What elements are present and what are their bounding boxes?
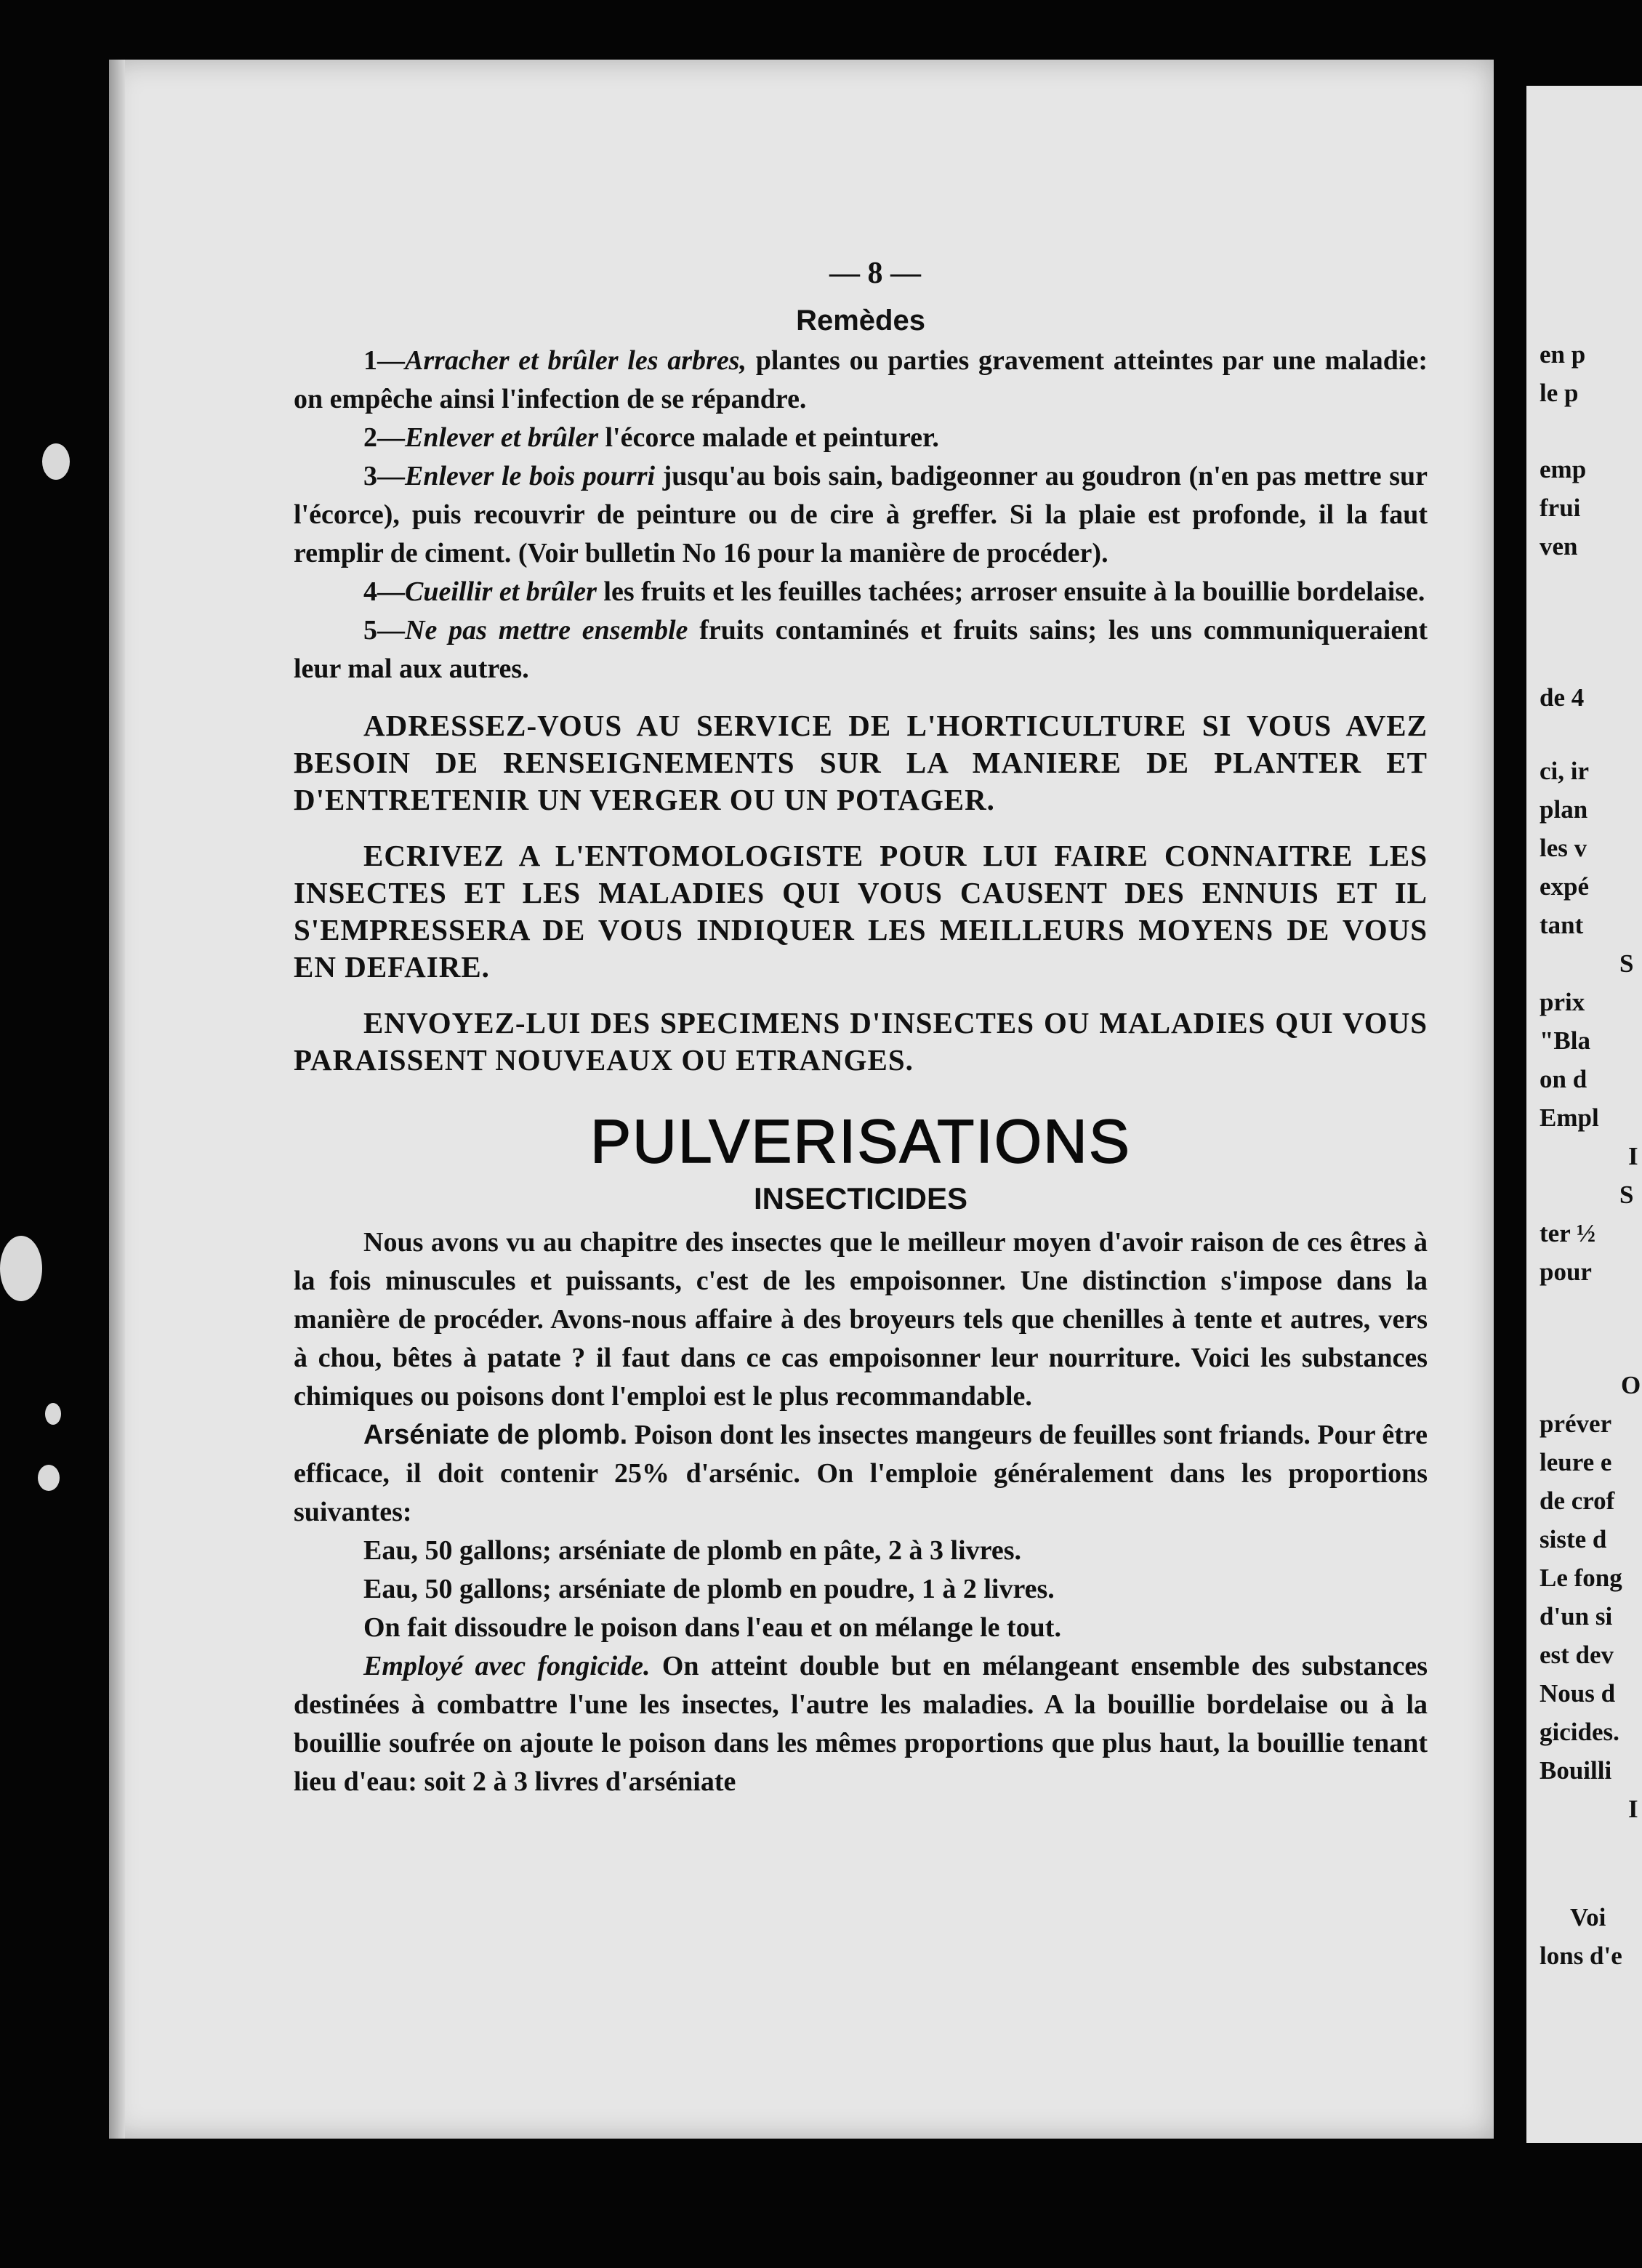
fongicide-paragraph	[294, 1647, 1428, 1801]
fragment-text: le p	[1540, 379, 1579, 407]
fragment-text: siste d	[1540, 1525, 1607, 1553]
remedy-action: Enlever le bois pourri	[405, 461, 656, 491]
fragment-text: en p	[1540, 340, 1586, 369]
remedy-item	[294, 457, 1428, 573]
page-number: — 8 —	[829, 257, 921, 290]
fragment-text: ven	[1540, 532, 1578, 560]
fragment-text: frui	[1540, 494, 1581, 522]
page-content	[294, 254, 1428, 1801]
fongicide-text: On atteint double but en mélangeant ensemble des substances destinées à combattre l'une les insectes, l'autre les maladies. A la bouillie bordelaise ou à la bouillie soufrée on ajoute le poison dans les mêmes proportions que plus haut, la bouillie tenant lieu d'eau: soit 2 à 3 livres d'arséniate	[294, 1651, 1428, 1797]
remedy-item	[294, 573, 1428, 611]
fragment-text: de 4	[1540, 683, 1585, 712]
remedy-number: 3—	[363, 461, 405, 491]
remedy-text: jusqu'au bois sain, badigeonner au goudron (n'en pas mettre sur l'écorce), puis recouvrir de peinture ou de cire à greffer. Si la plaie est profonde, il la faut remplir de ciment. (Voir bulletin No 16 pour la manière de procéder).	[294, 461, 1428, 568]
remedy-text: les fruits et les feuilles tachées; arroser ensuite à la bouillie bordelaise.	[596, 576, 1425, 607]
arseniate-lead: Arséniate de plomb.	[363, 1420, 628, 1450]
remedy-action: Ne pas mettre ensemble	[405, 615, 688, 646]
fragment-text: expé	[1540, 872, 1590, 901]
fragment-text: S	[1619, 1181, 1634, 1209]
remedy-number: 5—	[363, 615, 405, 646]
fragment-text: Empl	[1540, 1103, 1599, 1132]
scan-speck	[45, 1403, 61, 1425]
remedy-item	[294, 611, 1428, 688]
arseniate-paragraph	[294, 1416, 1428, 1532]
remedy-action: Arracher et brûler les arbres,	[405, 345, 746, 376]
fragment-text: on d	[1540, 1065, 1587, 1093]
fragment-text: I	[1628, 1795, 1638, 1823]
scan-speck	[42, 443, 70, 480]
fragment-text: d'un si	[1540, 1602, 1613, 1630]
remedy-item	[294, 342, 1428, 419]
fragment-text: S	[1619, 949, 1634, 978]
scan-speck	[38, 1465, 60, 1491]
fragment-text: O	[1621, 1371, 1641, 1399]
fragment-text: de crof	[1540, 1487, 1615, 1515]
formula-line: Eau, 50 gallons; arséniate de plomb en pâte, 2 à 3 livres.	[363, 1535, 1021, 1566]
fragment-text: pour	[1540, 1258, 1592, 1286]
fragment-text: emp	[1540, 455, 1587, 483]
adjacent-page-fragment	[1526, 86, 1642, 2143]
notice-horticulture: ADRESSEZ-VOUS AU SERVICE DE L'HORTICULTURE SI VOUS AVEZ BESOIN DE RENSEIGNEMENTS SUR LA MANIERE DE PLANTER ET D'ENTRETENIR UN VERGER OU UN POTAGER.	[294, 709, 1428, 816]
scan-speck	[0, 1236, 42, 1301]
arseniate-text: Poison dont les insectes mangeurs de feuilles sont friands. Pour être efficace, il doit contenir 25% d'arsénic. On l'emploie généralement dans les proportions suivantes:	[294, 1420, 1428, 1527]
remedy-number: 4—	[363, 576, 405, 607]
fragment-text: prix	[1540, 988, 1585, 1016]
formula-line: Eau, 50 gallons; arséniate de plomb en poudre, 1 à 2 livres.	[363, 1574, 1055, 1604]
notice-entomologist: ECRIVEZ A L'ENTOMOLOGISTE POUR LUI FAIRE CONNAITRE LES INSECTES ET LES MALADIES QUI VOUS CAUSENT DES ENNUIS ET IL S'EMPRESSERA DE VOUS INDIQUER LES MEILLEURS MOYENS DE VOUS EN DEFAIRE.	[294, 839, 1428, 984]
remedy-action: Cueillir et brûler	[405, 576, 597, 607]
fragment-text: I	[1628, 1142, 1638, 1170]
remedy-number: 2—	[363, 422, 405, 453]
fragment-text: préver	[1540, 1410, 1612, 1438]
remedy-action: Enlever et brûler	[405, 422, 598, 453]
fragment-text: tant	[1540, 911, 1584, 939]
fragment-text: lons d'e	[1540, 1942, 1622, 1970]
fragment-text: Bouilli	[1540, 1756, 1612, 1785]
section-title: PULVERISATIONS	[590, 1107, 1131, 1175]
remedy-item	[294, 419, 1428, 457]
fongicide-lead: Employé avec fongicide.	[363, 1651, 651, 1681]
remedy-text: fruits contaminés et fruits sains; les uns communiqueraient leur mal aux autres.	[294, 615, 1428, 684]
remedes-heading: Remèdes	[796, 305, 925, 337]
formula-line: On fait dissoudre le poison dans l'eau et on mélange le tout.	[363, 1612, 1061, 1643]
section-subtitle: INSECTICIDES	[753, 1181, 968, 1215]
remedy-text: plantes ou parties gravement atteintes par une maladie: on empêche ainsi l'infection de se répandre.	[294, 345, 1428, 414]
fragment-text: les v	[1540, 834, 1587, 862]
remedy-number: 1—	[363, 345, 405, 376]
fragment-text: ter ½	[1540, 1219, 1596, 1247]
fragment-text: leure e	[1540, 1448, 1612, 1476]
notice-specimens: ENVOYEZ-LUI DES SPECIMENS D'INSECTES OU MALADIES QUI VOUS PARAISSENT NOUVEAUX OU ETRANGES.	[294, 1006, 1428, 1077]
fragment-text: est dev	[1540, 1641, 1614, 1669]
intro-paragraph: Nous avons vu au chapitre des insectes que le meilleur moyen d'avoir raison de ces êtres à la fois minuscules et puissants, c'est de les empoisonner. Une distinction s'impose dans la manière de procéder. Avons-nous affaire à des broyeurs tels que chenilles à tente et autres, vers à chou, bêtes à patate ? il faut dans ce cas empoisonner leur nourriture. Voici les substances chimiques ou poisons dont l'emploi est le plus recommandable.	[294, 1227, 1428, 1412]
fragment-text: gicides.	[1540, 1718, 1619, 1746]
fragment-text: plan	[1540, 795, 1588, 824]
fragment-text: Voi	[1570, 1903, 1606, 1931]
fragment-text: Nous d	[1540, 1679, 1616, 1708]
fragment-text: "Bla	[1540, 1026, 1590, 1055]
fragment-text: Le fong	[1540, 1564, 1622, 1592]
fragment-text: ci, ir	[1540, 757, 1590, 785]
remedy-text: l'écorce malade et peinturer.	[597, 422, 939, 453]
